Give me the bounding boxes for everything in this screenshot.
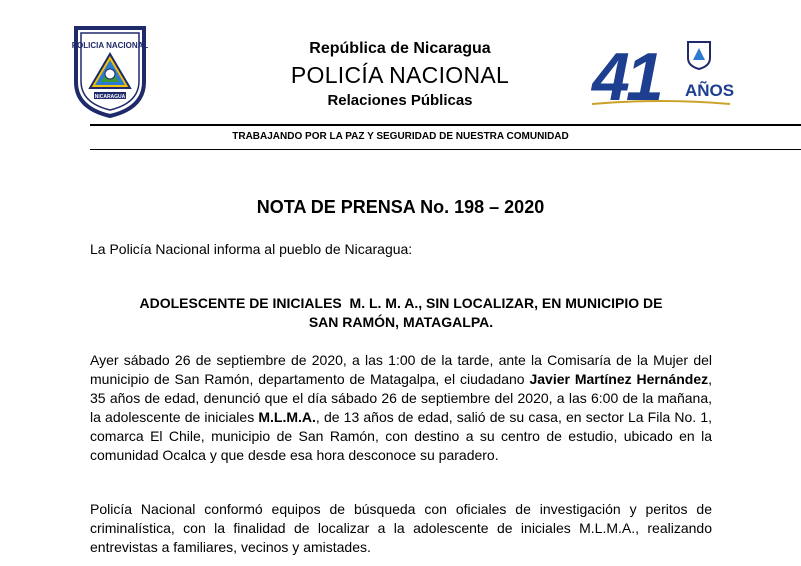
complainant-name: Javier Martínez Hernández xyxy=(529,371,709,387)
paragraph-2: Policía Nacional conformó equipos de búsqueda con oficiales de investigación y peritos de criminalística, con la finalidad de localizar a la adolescente de iniciales M.L.M.A., realizando entrevistas a familiares, vecinos y amistades. xyxy=(90,501,712,555)
country-name: República de Nicaragua xyxy=(309,40,491,57)
headline xyxy=(90,294,712,332)
paragraph-1-text-b: , 35 años de edad, denunció que el día sábado 26 de septiembre del 2020, a las 6:00 de la mañana, la adolescente de iniciales xyxy=(90,371,712,425)
anniversary-word: AÑOS xyxy=(685,81,735,100)
department-name: Relaciones Públicas xyxy=(327,92,473,109)
header-rule-top xyxy=(90,124,801,126)
motto: TRABAJANDO POR LA PAZ Y SEGURIDAD DE NUESTRA COMUNIDAD xyxy=(232,131,569,142)
anniversary-41-logo xyxy=(590,38,740,108)
letterhead xyxy=(250,38,550,112)
anniversary-number: 41 xyxy=(592,39,660,108)
police-badge-logo xyxy=(72,22,148,118)
intro-line: La Policía Nacional informa al pueblo de Nicaragua: xyxy=(90,241,413,257)
header-rule-bottom xyxy=(90,149,801,150)
paragraph-1-text-c: , de 13 años de edad, salió de su casa, en sector La Fila No. 1, comarca El Chile, municipio de San Ramón, con destino a su centro de estudio, ubicado en la comunidad Ocalca y que desde esa hora desconoce su paradero. xyxy=(90,409,712,463)
press-release-title: NOTA DE PRENSA No. 198 – 2020 xyxy=(256,197,545,217)
paragraph-1 xyxy=(90,351,712,465)
paragraph-1-text-a: Ayer sábado 26 de septiembre de 2020, a las 1:00 de la tarde, ante la Comisaría de la Mujer del municipio de San Ramón, departamento de Matagalpa, el ciudadano xyxy=(90,352,712,387)
agency-name: POLICÍA NACIONAL xyxy=(290,62,510,88)
headline-line-1: ADOLESCENTE DE INICIALES M. L. M. A., SIN LOCALIZAR, EN MUNICIPIO DE xyxy=(139,295,663,311)
badge-top-text: POLICIA NACIONAL xyxy=(72,41,148,50)
badge-bottom-text: NICARAGUA xyxy=(94,94,126,100)
minor-initials: M.L.M.A. xyxy=(258,409,316,425)
headline-line-2: SAN RAMÓN, MATAGALPA. xyxy=(308,314,494,330)
